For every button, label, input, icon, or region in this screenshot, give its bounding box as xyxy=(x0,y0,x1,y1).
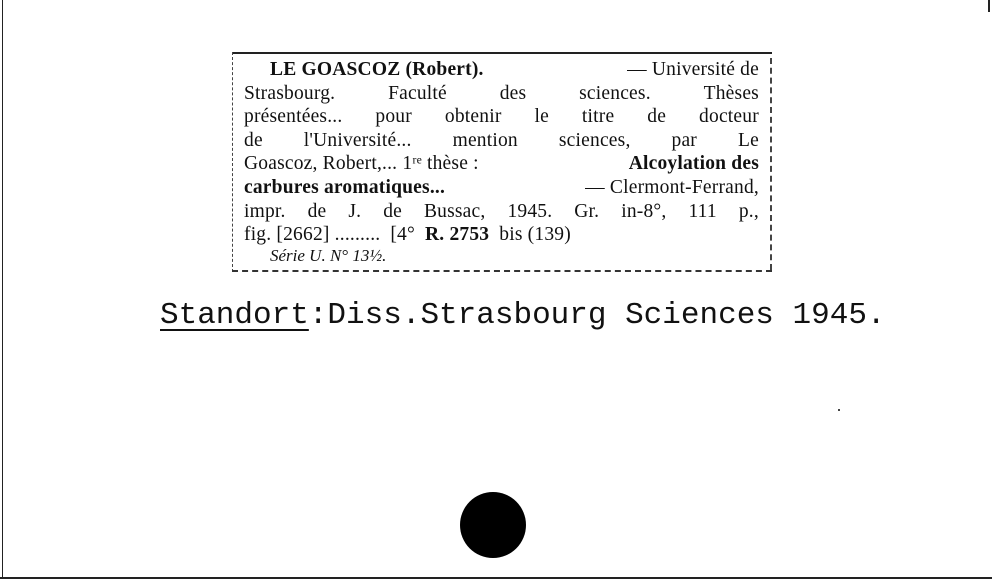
location-label: Standort xyxy=(160,298,309,333)
location-line xyxy=(160,296,886,336)
entry-line-1 xyxy=(244,58,759,82)
card-bottom-edge xyxy=(0,577,992,579)
entry-word: 1945. xyxy=(507,200,553,222)
entry-word: sciences. xyxy=(579,82,651,104)
shelfmark-number: R. 2753 xyxy=(425,224,490,246)
entry-word: impr. xyxy=(244,200,286,222)
entry-word: obtenir xyxy=(444,106,502,128)
bibliographic-clipping xyxy=(232,52,772,274)
entry-line-4 xyxy=(244,129,759,153)
card-left-edge xyxy=(2,0,3,578)
entry-word: titre xyxy=(581,106,615,128)
entry-word: 111 xyxy=(688,200,717,222)
author-heading: LE GOASCOZ (Robert). xyxy=(270,59,484,80)
series-note: Série U. N° 13½. xyxy=(270,246,387,265)
entry-line-7 xyxy=(244,200,759,224)
entry-text: Goascoz, Robert,... 1ʳᵉ thèse : xyxy=(244,153,479,175)
entry-word: sciences, xyxy=(558,129,631,151)
entry-word: de xyxy=(307,200,327,222)
entry-word: par xyxy=(671,129,697,151)
entry-line-6 xyxy=(244,176,759,200)
entry-word: de xyxy=(383,200,402,222)
location-value: :Diss.Strasbourg Sciences 1945. xyxy=(308,298,886,333)
clipping-left-border xyxy=(232,52,233,272)
entry-word: Le xyxy=(737,129,759,151)
entry-word: l'Université... xyxy=(303,129,412,151)
entry-word: pour xyxy=(375,106,412,128)
clipping-bottom-border xyxy=(232,270,772,272)
punch-hole xyxy=(460,492,526,558)
entry-word: J. xyxy=(348,200,362,222)
entry-text: — Université de xyxy=(627,59,759,80)
entry-word: Faculté xyxy=(388,82,447,104)
entry-line-8 xyxy=(244,223,759,247)
entry-word: de xyxy=(244,129,263,151)
entry-line-2 xyxy=(244,82,759,106)
entry-word: mention xyxy=(452,129,518,151)
bibliographic-entry xyxy=(244,58,759,247)
shelfmark-suffix: bis (139) xyxy=(499,224,571,246)
entry-word: in-8°, xyxy=(621,200,667,222)
clipping-top-border xyxy=(232,52,772,54)
entry-line-5 xyxy=(244,152,759,176)
entry-word: Strasbourg. xyxy=(244,82,336,104)
entry-word: Thèses xyxy=(703,82,759,104)
shelfmark-prefix: [4° xyxy=(390,224,416,246)
entry-word: présentées... xyxy=(244,106,343,128)
entry-word: docteur xyxy=(699,106,759,128)
entry-word: des xyxy=(499,82,527,104)
entry-text: fig. [2662] ......... xyxy=(244,224,381,246)
entry-word: Gr. xyxy=(574,200,600,222)
entry-line-3 xyxy=(244,105,759,129)
clipping-right-border xyxy=(770,58,772,270)
card-right-edge xyxy=(988,0,990,12)
entry-word: de xyxy=(647,106,667,128)
entry-word: le xyxy=(534,106,549,128)
entry-word: p., xyxy=(738,200,759,222)
entry-text: — Clermont-Ferrand, xyxy=(585,176,759,198)
thesis-title: Alcoylation des xyxy=(628,153,759,175)
dust-speck xyxy=(838,409,840,411)
thesis-title: carbures aromatiques... xyxy=(244,176,446,198)
entry-word: Bussac, xyxy=(423,200,486,222)
